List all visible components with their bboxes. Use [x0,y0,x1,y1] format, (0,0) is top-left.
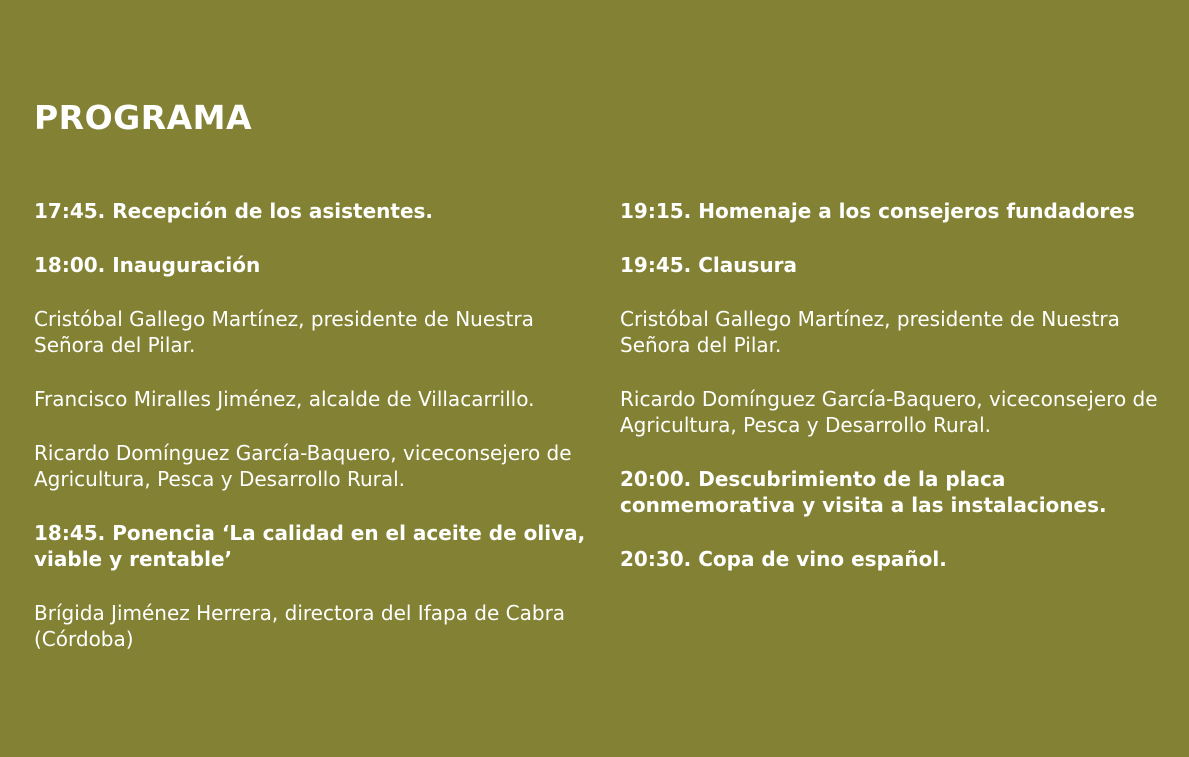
program-speaker: Brígida Jiménez Herrera, directora del Ifapa de Cabra (Córdoba) [34,601,566,651]
program-left-column [34,198,604,680]
program-item: 18:45. Ponencia ‘La calidad en el aceite de oliva, viable y rentable’ [34,521,586,571]
program-item: 20:00. Descubrimiento de la placa conmemorativa y visita a las instalaciones. [620,467,1107,517]
program-item: 20:30. Copa de vino español. [620,547,947,571]
program-speaker: Ricardo Domínguez García-Baquero, viceconsejero de Agricultura, Pesca y Desarrollo Rural. [620,387,1158,437]
program-speaker: Cristóbal Gallego Martínez, presidente de Nuestra Señora del Pilar. [34,307,534,357]
program-speaker: Cristóbal Gallego Martínez, presidente de Nuestra Señora del Pilar. [620,307,1120,357]
program-right-column [620,198,1186,600]
program-item: 19:15. Homenaje a los consejeros fundadores [620,199,1135,223]
program-item: 17:45. Recepción de los asistentes. [34,199,434,223]
program-item: 18:00. Inauguración [34,253,261,277]
program-speaker: Francisco Miralles Jiménez, alcalde de Villacarrillo. [34,387,535,411]
program-item: 19:45. Clausura [620,253,797,277]
page-title: PROGRAMA [34,98,253,137]
program-speaker: Ricardo Domínguez García-Baquero, viceconsejero de Agricultura, Pesca y Desarrollo Rural. [34,441,572,491]
